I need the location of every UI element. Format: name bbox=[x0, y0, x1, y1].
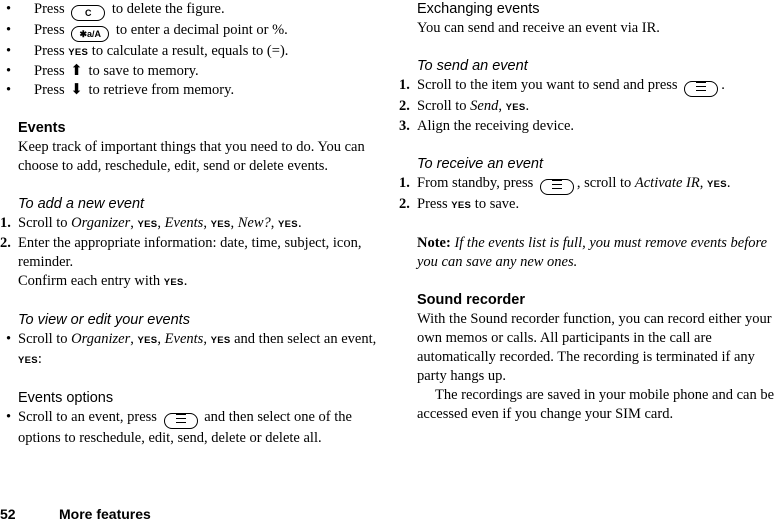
list-item: 3. Align the receiving device. bbox=[399, 118, 575, 134]
list-item: • Press C to delete the figure. bbox=[0, 0, 390, 21]
page-number: 52 bbox=[0, 506, 16, 522]
section-title: More features bbox=[59, 506, 151, 522]
arrow-down-icon: ⬇ bbox=[70, 82, 83, 98]
menu-key-icon bbox=[684, 81, 718, 97]
exchanging-description: You can send and receive an event via IR. bbox=[417, 20, 660, 36]
c-key-icon: C bbox=[71, 5, 105, 21]
events-description: Keep track of important things that you need to do. You can choose to add, reschedule, edit, send or delete events. bbox=[18, 139, 365, 174]
arrow-up-icon: ⬆ bbox=[70, 63, 83, 79]
exchanging-events-heading: Exchanging events bbox=[417, 1, 540, 17]
menu-key-icon bbox=[164, 413, 198, 429]
note: Note: If the events list is full, you must remove events before you can save any new ones. bbox=[417, 235, 768, 270]
events-heading: Events bbox=[18, 120, 66, 136]
add-event-heading: To add a new event bbox=[18, 196, 145, 212]
sound-recorder-heading: Sound recorder bbox=[417, 292, 525, 308]
list-item: • Press ✱a/A to enter a decimal point or %. bbox=[0, 21, 390, 42]
menu-key-icon bbox=[540, 179, 574, 195]
events-options-heading: Events options bbox=[18, 390, 114, 406]
view-events-heading: To view or edit your events bbox=[18, 312, 190, 328]
list-item: 1. Scroll to the item you want to send and press . bbox=[399, 76, 780, 97]
list-item: • Press ⬆ to save to memory. bbox=[0, 62, 390, 81]
list-item: • Press ⬇ to retrieve from memory. bbox=[0, 81, 390, 100]
list-item: • Scroll to Organizer, YES, Events, YES and then select an event, YES: bbox=[0, 330, 390, 370]
list-item: 2. Enter the appropriate information: date, time, subject, icon, reminder. Confirm each entry with YES. bbox=[0, 235, 362, 289]
list-item: • Press YES to calculate a result, equals to (=). bbox=[0, 42, 390, 62]
receive-event-heading: To receive an event bbox=[417, 156, 544, 172]
yes-key-label: YES bbox=[68, 47, 89, 58]
list-item: 1. Scroll to Organizer, YES, Events, YES, New?, YES. bbox=[0, 215, 302, 231]
sound-recorder-paragraph: With the Sound recorder function, you can record either your own memos or calls. All participants in the call are automatically recorded. The recording is terminated if any party hangs up. bbox=[417, 311, 772, 384]
right-column bbox=[399, 0, 780, 424]
list-item: • Scroll to an event, press and then select one of the options to reschedule, edit, send, delete or delete all. bbox=[0, 408, 390, 448]
send-event-heading: To send an event bbox=[417, 58, 528, 74]
star-key-icon: ✱a/A bbox=[71, 26, 109, 42]
sound-recorder-paragraph-2: The recordings are saved in your mobile phone and can be accessed even if you change your SIM card. bbox=[417, 387, 775, 422]
list-item: 1. From standby, press , scroll to Activate IR, YES. bbox=[399, 174, 780, 195]
list-item: 2. Scroll to Send, YES. bbox=[399, 98, 530, 114]
left-column bbox=[0, 0, 390, 448]
list-item: 2. Press YES to save. bbox=[399, 196, 520, 212]
